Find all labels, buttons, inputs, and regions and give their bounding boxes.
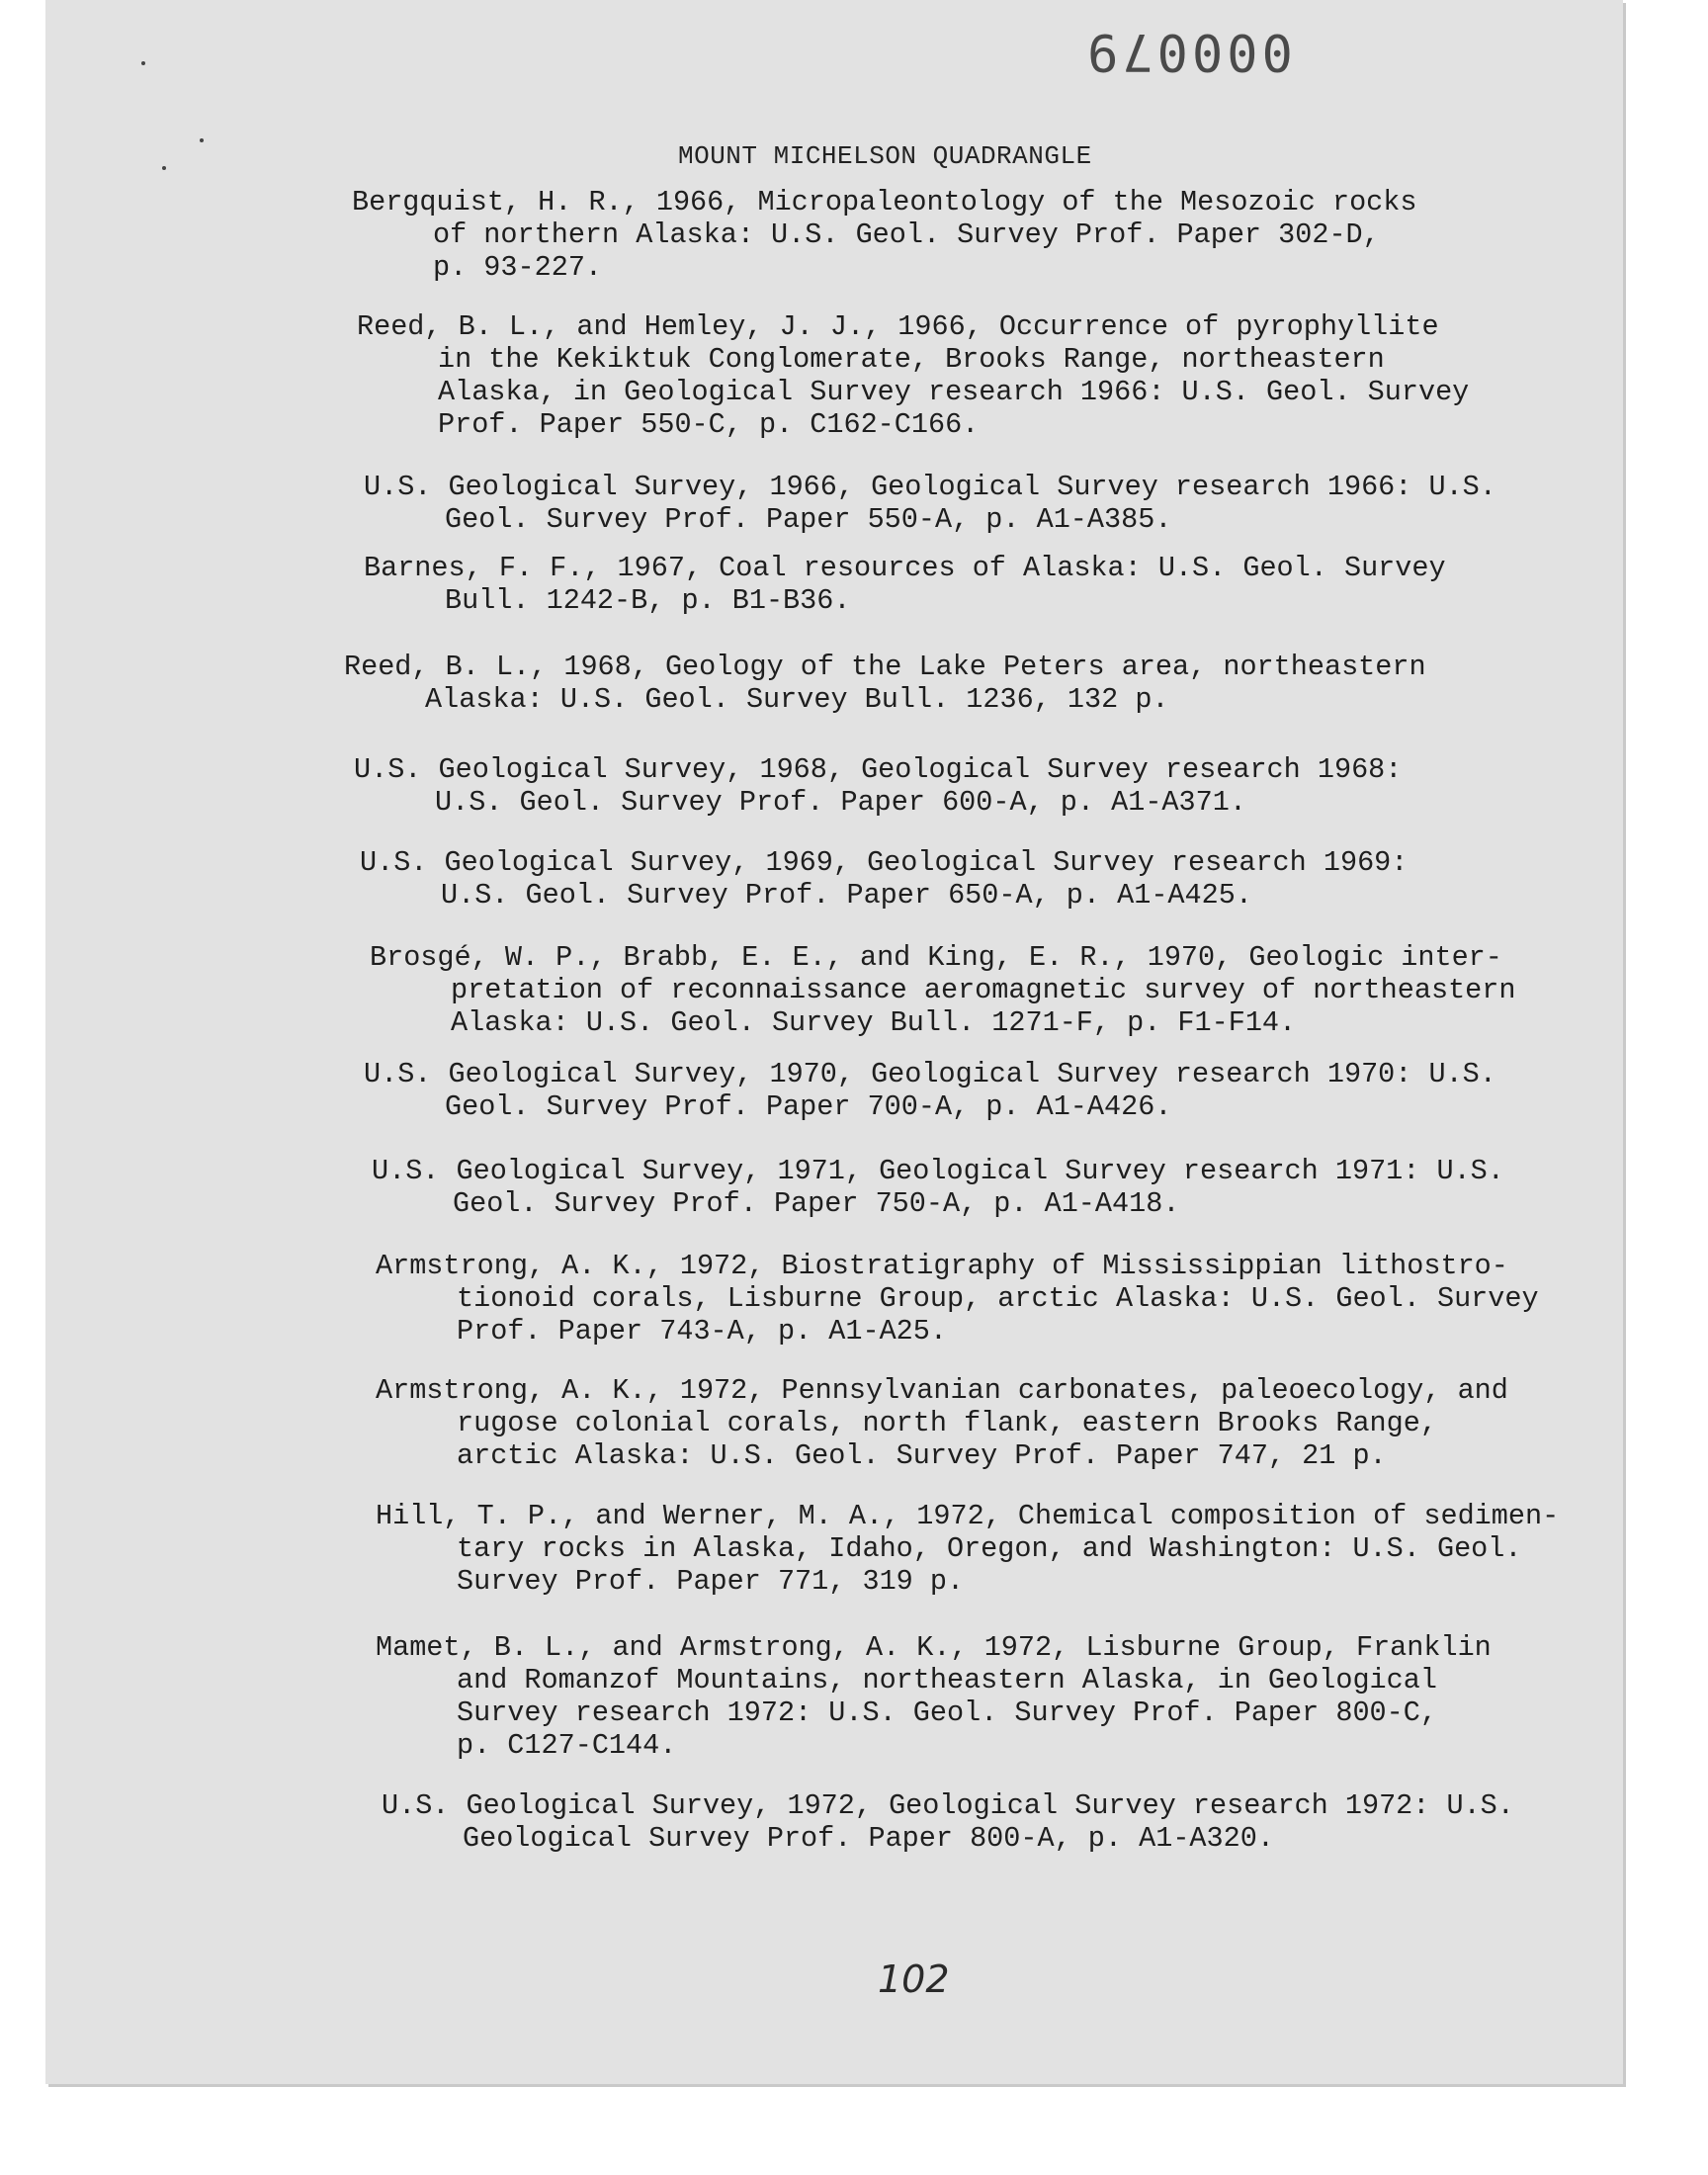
reference-first-line: Armstrong, A. K., 1972, Biostratigraphy of Mississippian lithostro- bbox=[376, 1250, 1508, 1282]
reference-first-line: Reed, B. L., and Hemley, J. J., 1966, Occurrence of pyrophyllite bbox=[357, 310, 1439, 343]
reference-continuation-line: tionoid corals, Lisburne Group, arctic Alaska: U.S. Geol. Survey bbox=[457, 1282, 1539, 1315]
scan-speck bbox=[162, 166, 166, 170]
reference-continuation-line: tary rocks in Alaska, Idaho, Oregon, and Washington: U.S. Geol. bbox=[457, 1532, 1522, 1565]
reference-entry bbox=[354, 753, 1402, 819]
document-page bbox=[45, 0, 1623, 2084]
page-title: MOUNT MICHELSON QUADRANGLE bbox=[678, 141, 1092, 171]
reference-first-line: Bergquist, H. R., 1966, Micropaleontology of the Mesozoic rocks bbox=[352, 186, 1417, 218]
reference-continuation-line: U.S. Geol. Survey Prof. Paper 650-A, p. A1-A425. bbox=[441, 879, 1252, 912]
reference-continuation-line: Alaska: U.S. Geol. Survey Bull. 1236, 132 p. bbox=[425, 683, 1169, 716]
reference-entry bbox=[357, 310, 1469, 441]
reference-continuation-line: Geological Survey Prof. Paper 800-A, p. A1-A320. bbox=[463, 1822, 1274, 1855]
reference-continuation-line: U.S. Geol. Survey Prof. Paper 600-A, p. A1-A371. bbox=[435, 786, 1246, 819]
reference-continuation-line: Prof. Paper 743-A, p. A1-A25. bbox=[457, 1315, 947, 1348]
reference-continuation-line: Geol. Survey Prof. Paper 750-A, p. A1-A418. bbox=[453, 1187, 1180, 1220]
reference-continuation-line: Geol. Survey Prof. Paper 700-A, p. A1-A426. bbox=[445, 1090, 1172, 1123]
reference-continuation-line: of northern Alaska: U.S. Geol. Survey Prof. Paper 302-D, bbox=[433, 218, 1380, 251]
reference-continuation-line: Prof. Paper 550-C, p. C162-C166. bbox=[438, 408, 980, 441]
reference-first-line: Brosgé, W. P., Brabb, E. E., and King, E. R., 1970, Geologic inter- bbox=[370, 941, 1502, 974]
reference-continuation-line: arctic Alaska: U.S. Geol. Survey Prof. Paper 747, 21 p. bbox=[457, 1439, 1387, 1472]
reference-first-line: U.S. Geological Survey, 1970, Geological Survey research 1970: U.S. bbox=[364, 1058, 1496, 1090]
archive-stamp-number: 000079 bbox=[1083, 22, 1293, 81]
reference-entry bbox=[352, 186, 1416, 284]
reference-continuation-line: p. C127-C144. bbox=[457, 1729, 677, 1762]
reference-entry bbox=[372, 1155, 1504, 1220]
reference-continuation-line: p. 93-227. bbox=[433, 251, 603, 284]
reference-first-line: U.S. Geological Survey, 1968, Geological Survey research 1968: bbox=[354, 753, 1403, 786]
reference-continuation-line: Alaska: U.S. Geol. Survey Bull. 1271-F, p. F1-F14. bbox=[451, 1006, 1297, 1039]
reference-first-line: Hill, T. P., and Werner, M. A., 1972, Chemical composition of sedimen- bbox=[376, 1500, 1560, 1532]
scan-speck bbox=[141, 61, 145, 65]
reference-continuation-line: Bull. 1242-B, p. B1-B36. bbox=[445, 584, 851, 617]
scan-speck bbox=[200, 138, 204, 142]
reference-first-line: Reed, B. L., 1968, Geology of the Lake Peters area, northeastern bbox=[344, 651, 1426, 683]
reference-continuation-line: pretation of reconnaissance aeromagnetic survey of northeastern bbox=[451, 974, 1516, 1006]
reference-continuation-line: Geol. Survey Prof. Paper 550-A, p. A1-A385. bbox=[445, 503, 1172, 536]
reference-first-line: Mamet, B. L., and Armstrong, A. K., 1972, Lisburne Group, Franklin bbox=[376, 1631, 1492, 1664]
reference-entry bbox=[376, 1374, 1508, 1472]
reference-first-line: Barnes, F. F., 1967, Coal resources of Alaska: U.S. Geol. Survey bbox=[364, 552, 1446, 584]
reference-entry bbox=[376, 1500, 1559, 1598]
reference-entry bbox=[376, 1631, 1492, 1762]
reference-entry bbox=[370, 941, 1515, 1039]
reference-continuation-line: Alaska, in Geological Survey research 1966: U.S. Geol. Survey bbox=[438, 376, 1470, 408]
reference-entry bbox=[382, 1789, 1514, 1855]
reference-continuation-line: Survey research 1972: U.S. Geol. Survey Prof. Paper 800-C, bbox=[457, 1696, 1437, 1729]
reference-entry bbox=[344, 651, 1426, 716]
reference-entry bbox=[360, 846, 1408, 912]
reference-first-line: U.S. Geological Survey, 1969, Geological Survey research 1969: bbox=[360, 846, 1409, 879]
reference-continuation-line: Survey Prof. Paper 771, 319 p. bbox=[457, 1565, 965, 1598]
reference-entry bbox=[376, 1250, 1539, 1348]
reference-first-line: Armstrong, A. K., 1972, Pennsylvanian carbonates, paleoecology, and bbox=[376, 1374, 1508, 1407]
page-number: 102 bbox=[878, 1958, 950, 2001]
reference-continuation-line: in the Kekiktuk Conglomerate, Brooks Range, northeastern bbox=[438, 343, 1385, 376]
reference-first-line: U.S. Geological Survey, 1966, Geological Survey research 1966: U.S. bbox=[364, 471, 1496, 503]
reference-entry bbox=[364, 1058, 1496, 1123]
reference-continuation-line: and Romanzof Mountains, northeastern Alaska, in Geological bbox=[457, 1664, 1437, 1696]
reference-first-line: U.S. Geological Survey, 1971, Geological Survey research 1971: U.S. bbox=[372, 1155, 1504, 1187]
reference-continuation-line: rugose colonial corals, north flank, eastern Brooks Range, bbox=[457, 1407, 1437, 1439]
reference-first-line: U.S. Geological Survey, 1972, Geological Survey research 1972: U.S. bbox=[382, 1789, 1514, 1822]
reference-entry bbox=[364, 552, 1446, 617]
reference-entry bbox=[364, 471, 1496, 536]
